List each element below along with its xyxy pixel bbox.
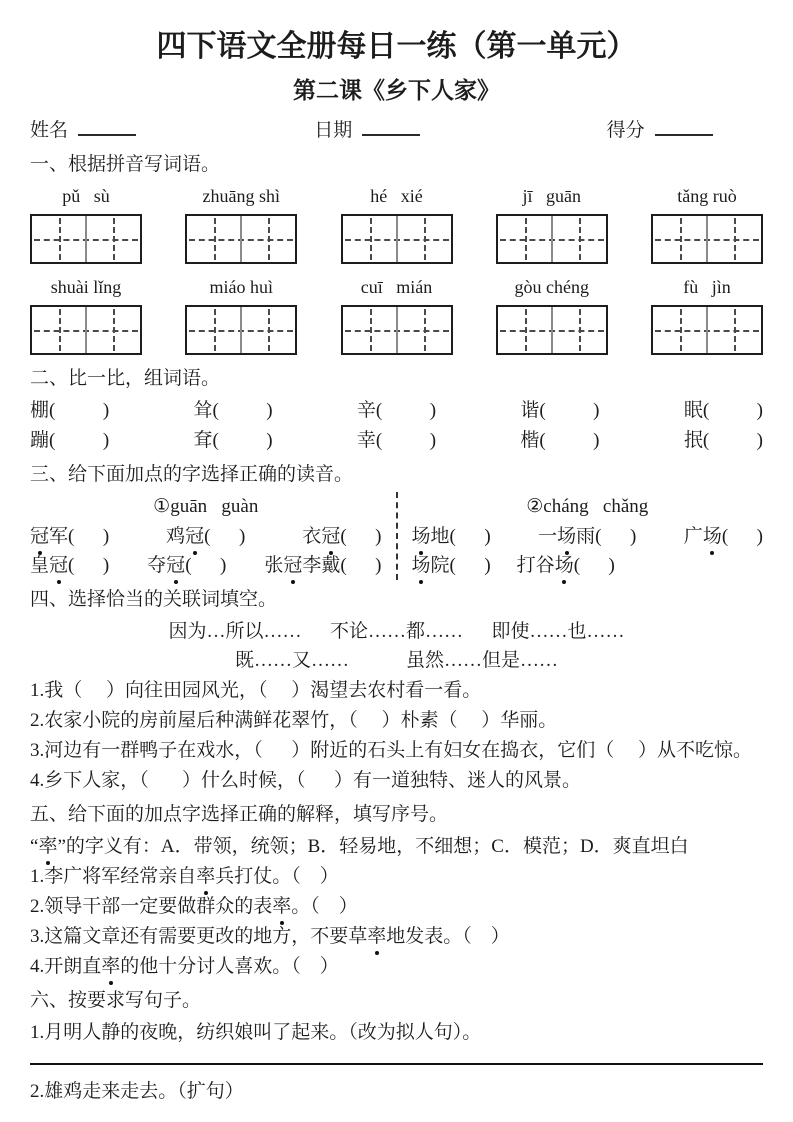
section-1-pinyin-words <box>30 150 763 355</box>
name-label: 姓名 <box>30 120 69 141</box>
lesson-subtitle: 第二课《乡下人家》 <box>293 78 500 103</box>
chang-row-2 <box>412 551 764 580</box>
writing-grid <box>496 214 608 264</box>
word-blank: 耸( ) <box>193 400 273 421</box>
phrase-blank: 场院( ) <box>412 551 491 580</box>
date-label: 日期 <box>314 120 353 141</box>
section-2-heading: 二、比一比，组词语。 <box>30 368 221 389</box>
pinyin-label: tǎng ruò <box>677 186 737 206</box>
meaning-sentence: 2.领导干部一定要做群众的表率。（ ） <box>30 892 763 921</box>
page-title: 四下语文全册每日一练（第一单元） <box>156 30 637 63</box>
pinyin-row-2 <box>30 273 763 302</box>
writing-grid <box>651 214 763 264</box>
pinyin-label: jī guān <box>522 186 581 206</box>
name-blank <box>78 122 136 136</box>
writing-grid <box>185 214 297 264</box>
meaning-sentence: 3.这篇文章还有需要更改的地方，不要草率地发表。（ ） <box>30 922 763 951</box>
phrase-blank: 张冠李戴( ) <box>264 551 381 580</box>
fill-blank-sentence: 1.我（ ）向往田园风光，（ ）渴望去农村看一看。 <box>30 680 482 701</box>
score-field <box>519 116 763 145</box>
phrase-blank: 鸡冠( ) <box>166 522 245 551</box>
word-blank: 辛( ) <box>356 400 437 421</box>
pinyin-row-1 <box>30 182 763 211</box>
writing-grid <box>30 214 142 264</box>
phrase-blank: 一场雨( ) <box>538 522 636 551</box>
pinyin-label: gòu chéng <box>514 277 589 297</box>
section-3-pronunciation <box>30 460 763 580</box>
section-5-heading: 五、给下面的加点字选择正确的解释，填写序号。 <box>30 804 449 825</box>
section-6-heading: 六、按要求写句子。 <box>30 990 202 1011</box>
column-chang <box>398 492 764 580</box>
guan-row-1 <box>30 522 382 551</box>
rewrite-sentence: 1.月明人静的夜晚，纺织娘叫了起来。（改为拟人句）。 <box>30 1022 482 1043</box>
pinyin-label: miáo huì <box>209 277 273 297</box>
writing-grid <box>496 305 608 355</box>
fill-blank-sentence: 4.乡下人家，（ ）什么时候，（ ）有一道独特、迷人的风景。 <box>30 770 582 791</box>
phrase-blank: 衣冠( ) <box>302 522 381 551</box>
word-blank: 眠( ) <box>683 400 763 421</box>
pronunciation-columns <box>30 492 763 580</box>
pinyin-label: cuī mián <box>360 277 433 297</box>
writing-grid <box>651 305 763 355</box>
score-label: 得分 <box>606 120 645 141</box>
answer-line <box>30 1063 763 1065</box>
date-field <box>274 116 518 145</box>
compare-row-2 <box>30 426 763 455</box>
chang-row-1 <box>412 522 764 551</box>
meaning-sentence: 1.李广将军经常亲自率兵打仗。（ ） <box>30 862 763 891</box>
fill-blank-sentence: 3.河边有一群鸭子在戏水，（ ）附近的石头上有妇女在捣衣，它们（ ）从不吃惊。 <box>30 740 753 761</box>
writing-grid <box>185 305 297 355</box>
phrase-blank: 打谷场( ) <box>517 551 615 580</box>
pinyin-label: pǔ sù <box>62 186 110 206</box>
conjunction-options-line-1: 因为…所以…… 不论……都…… 即使……也…… <box>168 621 625 642</box>
writing-grid <box>30 305 142 355</box>
pinyin-label: zhuāng shì <box>202 186 280 206</box>
writing-grid-row-1 <box>30 214 763 264</box>
column-chang-header: ②cháng chǎng <box>526 496 649 517</box>
writing-grid-row-2 <box>30 305 763 355</box>
fill-blank-sentence: 2.农家小院的房前屋后种满鲜花翠竹，（ ）朴素（ ）华丽。 <box>30 710 558 731</box>
phrase-blank: 夺冠( ) <box>147 551 226 580</box>
section-6-write-sentences <box>30 986 763 1122</box>
section-4-heading: 四、选择恰当的关联词填空。 <box>30 589 278 610</box>
word-blank: 蹦( ) <box>30 430 110 451</box>
score-blank <box>655 122 713 136</box>
writing-grid <box>341 214 453 264</box>
writing-grid <box>341 305 453 355</box>
word-blank: 抿( ) <box>683 430 763 451</box>
word-blank: 耷( ) <box>193 430 273 451</box>
pinyin-label: shuài lǐng <box>50 277 122 297</box>
phrase-blank: 场地( ) <box>412 522 491 551</box>
word-blank: 幸( ) <box>356 430 437 451</box>
word-blank: 棚( ) <box>30 400 110 421</box>
pinyin-label: fù jìn <box>683 277 731 297</box>
section-1-heading: 一、根据拼音写词语。 <box>30 154 221 175</box>
compare-row-1 <box>30 396 763 425</box>
meaning-sentence: 4.开朗直率的他十分讨人喜欢。（ ） <box>30 952 763 981</box>
phrase-blank: 广场( ) <box>684 522 763 551</box>
name-field <box>30 116 274 145</box>
pinyin-label: hé xié <box>370 186 423 206</box>
word-blank: 谐( ) <box>520 400 600 421</box>
word-blank: 楷( ) <box>520 430 600 451</box>
guan-row-2 <box>30 551 382 580</box>
date-blank <box>362 122 420 136</box>
phrase-blank: 皇冠( ) <box>30 551 109 580</box>
section-4-conjunctions <box>30 585 763 795</box>
column-guan <box>30 492 396 580</box>
phrase-blank: 冠军( ) <box>30 522 109 551</box>
column-guan-header: ①guān guàn <box>153 496 259 517</box>
section-2-compare-words <box>30 364 763 455</box>
section-3-heading: 三、给下面加点的字选择正确的读音。 <box>30 464 354 485</box>
section-5-word-meaning <box>30 800 763 981</box>
header-fields <box>30 116 763 145</box>
rewrite-sentence: 2.雄鸡走来走去。（扩句） <box>30 1081 244 1102</box>
definitions-line: “率”的字义有：A．带领，统领；B．轻易地，不细想；C．模范；D．爽直坦白 <box>30 832 763 861</box>
conjunction-options-line-2: 既……又…… 虽然……但是…… <box>234 650 558 671</box>
